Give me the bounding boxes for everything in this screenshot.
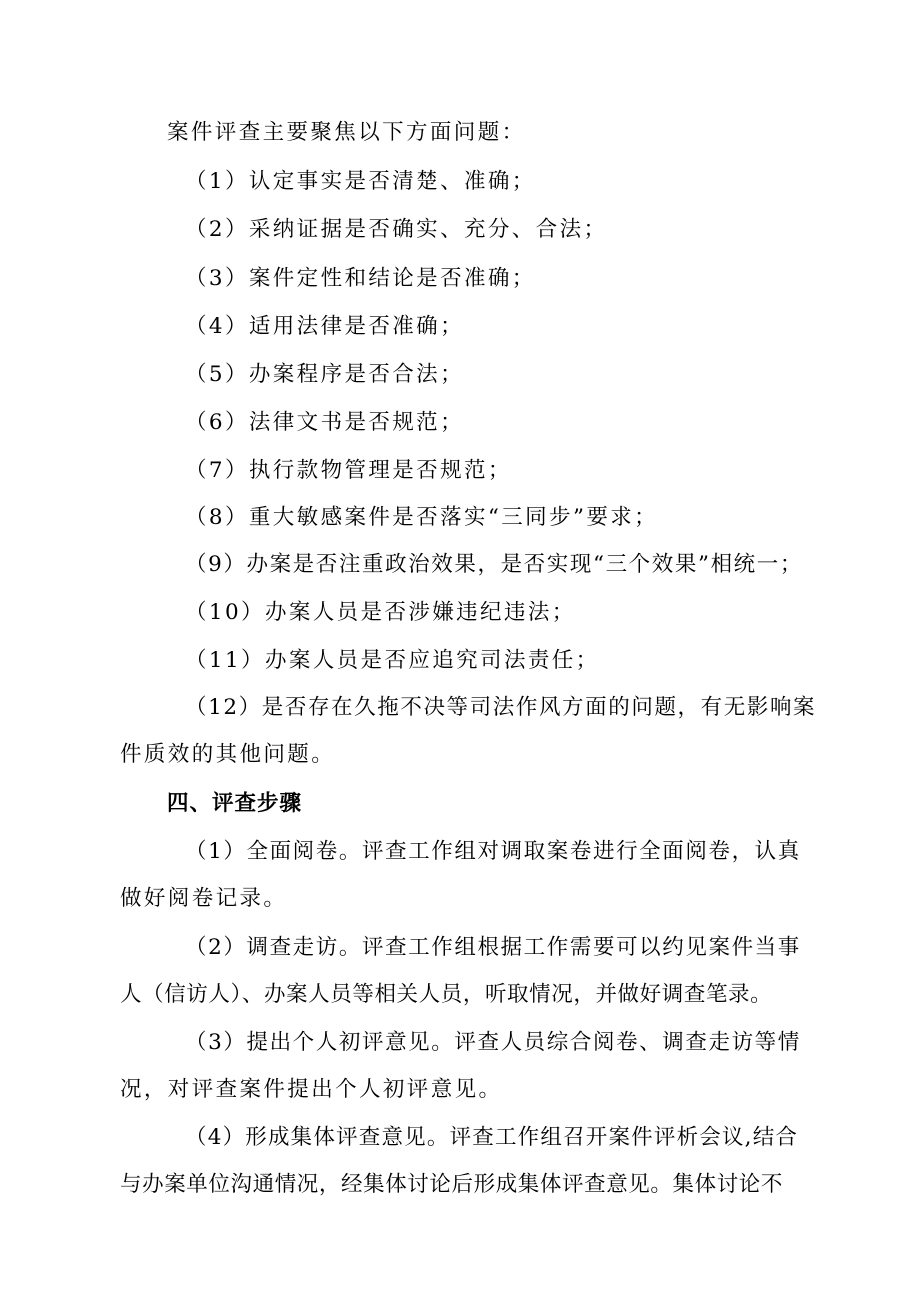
issue-item-7: （7）执行款物管理是否规范； (185, 458, 512, 483)
issue-item-11: （11）办案人员是否应追究司法责任； (185, 648, 600, 673)
step-3-line1: （3）提出个人初评意见。评查人员综合阅卷、调查走访等情 (185, 1030, 801, 1055)
issue-item-6: （6）法律文书是否规范； (185, 410, 464, 435)
issue-item-12-line2: 件质效的其他问题。 (120, 742, 336, 767)
step-3-line2: 况，对评查案件提出个人初评意见。 (120, 1077, 503, 1102)
issue-item-4: （4）适用法律是否准确； (185, 314, 464, 339)
issue-item-3: （3）案件定性和结论是否准确； (185, 266, 536, 291)
issue-item-8: （8）重大敏感案件是否落实“三同步”要求； (185, 505, 659, 530)
section-heading: 四、评查步骤 (167, 791, 303, 816)
issue-item-9: （9）办案是否注重政治效果，是否实现“三个效果”相统一； (185, 552, 803, 577)
issue-item-5: （5）办案程序是否合法； (185, 362, 464, 387)
intro-paragraph: 案件评查主要聚焦以下方面问题： (167, 120, 526, 145)
step-1-line1: （1）全面阅卷。评查工作组对调取案卷进行全面阅卷，认真 (185, 839, 801, 864)
step-4-line2: 与办案单位沟通情况，经集体讨论后形成集体评查意见。集体讨论不 (120, 1172, 784, 1197)
step-2-line2: 人（信访人）、办案人员等相关人员，听取情况，并做好调查笔录。 (120, 982, 773, 1007)
step-2-line1: （2）调查走访。评查工作组根据工作需要可以约见案件当事 (185, 935, 801, 960)
step-4-line1: （4）形成集体评查意见。评查工作组召开案件评析会议,结合 (185, 1125, 799, 1150)
issue-item-12-line1: （12）是否存在久拖不决等司法作风方面的问题，有无影响案 (185, 695, 817, 720)
issue-item-1: （1）认定事实是否清楚、准确； (185, 169, 536, 194)
issue-item-2: （2）采纳证据是否确实、充分、合法； (185, 217, 608, 242)
step-1-line2: 做好阅卷记录。 (120, 886, 288, 911)
issue-item-10: （10）办案人员是否涉嫌违纪违法； (185, 600, 576, 625)
